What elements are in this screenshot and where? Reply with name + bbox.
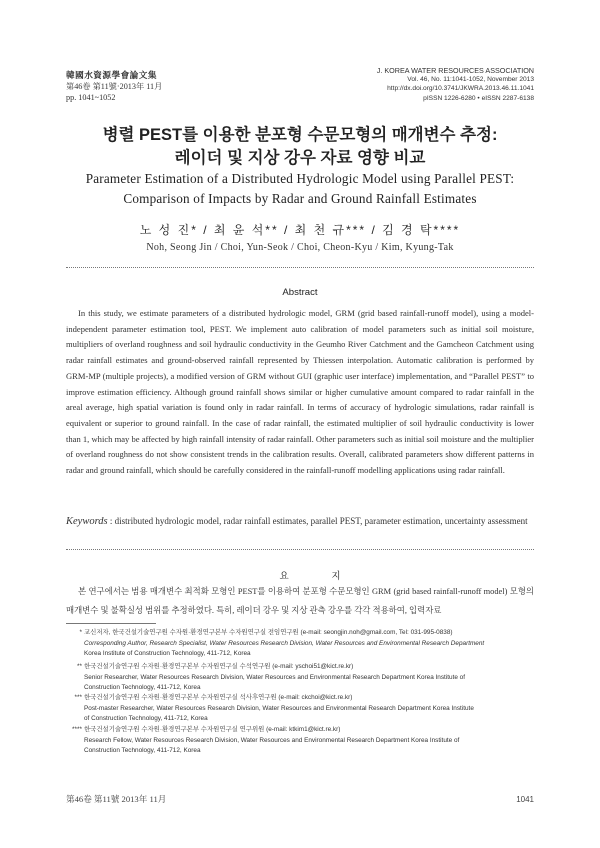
footnote-rule (66, 623, 156, 624)
keywords-label: Keywords (66, 516, 108, 527)
abstract-body: In this study, we estimate parameters of a distributed hydrologic model, GRM (grid based rainfall-runoff model), using a model-independent parameter estimation tool, PEST. We implement auto calibration of model parameters such as initial soil moisture, multipliers of overland roughness and soil hydraulic conductivity in the Geumho River Catchment and the Gamcheon Catchment using radar rainfall estimates and ground-observed rainfall represented by Thiessen interpolation. Automatic calibration is performed by GRM-MP (multiple projects), a modified version of GRM without GUI (graphic user interface) implementation, and “Parallel PEST” to improve estimation efficiency. Although ground rainfall shows similar or higher cumulative amount compared to radar rainfall in the areal average, high spatial variation is found only in radar rainfall. In terms of accuracy of hydrologic simulations, radar rainfall is equivalent or superior to ground rainfall. In the case of radar rainfall, the estimated multiplier of soil hydraulic conductivity is lower than 1, which may be affected by high rainfall intensity of radar rainfall. Other parameters such as initial soil moisture and the multiplier of overland roughness do not show consistent trends in the calibration results. Overall, calibrated parameters show different patterns in radar and ground rainfall, which should be carefully considered in the rainfall-runoff modelling applications using radar rainfall. (66, 308, 534, 476)
title-english (0, 169, 600, 209)
footnote-line: Korea Institute of Construction Technology, 411-712, Korea (84, 650, 251, 658)
journal-header-right (377, 66, 534, 103)
footnote-marker: **** (72, 726, 82, 733)
footnote-1 (66, 628, 536, 660)
footnote-marker: ** (77, 663, 82, 670)
korean-abstract-body: 본 연구에서는 범용 매개변수 최적화 모형인 PEST를 이용하여 분포형 수문모형인 GRM (grid based rainfall-runoff model) 모형의 매개변수 및 불확실성 범위를 추정하였다. 특히, 레이더 강우 및 지상 관측 강우를 각각 적용하여, 입력자료 (66, 587, 534, 615)
footnote-line: Construction Technology, 411-712, Korea (84, 747, 201, 755)
title-english-line1: Parameter Estimation of a Distributed Hydrologic Model using Parallel PEST: (85, 171, 515, 186)
footnote-line: 한국건설기술연구원 수자원·환경연구본부 수자원연구실 석사후연구원 (e-mail: ckchoi@kict.re.kr) (84, 694, 353, 701)
abstract-heading: Abstract (282, 287, 318, 298)
footnote-line: Senior Researcher, Water Resources Research Division, Water Resources and Environmental Research Department Korea Institute of (84, 673, 466, 681)
footnote-marker: * (79, 629, 82, 636)
keywords-text: : distributed hydrologic model, radar rainfall estimates, parallel PEST, parameter estimation, uncertainty assessment (107, 516, 528, 526)
footnote-3 (66, 693, 536, 725)
doi-link[interactable]: http://dx.doi.org/10.3741/JKWRA.2013.46.11.1041 (387, 85, 534, 93)
korean-abstract-heading: 요 지 (279, 571, 361, 582)
footnote-line: Research Fellow, Water Resources Research Division, Water Resources and Environmental Research Department Korea Institute of (84, 736, 460, 744)
footnote-line: 한국건설기술연구원 수자원·환경연구본부 수자원연구실 수석연구원 (e-mail: yschoi51@kict.re.kr) (84, 663, 354, 670)
volume-issue-ko: 第46卷 第11號·2013年 11月 (66, 82, 163, 91)
title-korean-line1: 병렬 PEST를 이용한 분포형 수문모형의 매개변수 추정: (102, 126, 498, 144)
volume-info-en: Vol. 46, No. 11:1041-1052, November 2013 (407, 76, 534, 84)
journal-header-left (66, 70, 162, 103)
title-korean-line2: 레이더 및 지상 강우 자료 영향 비교 (174, 149, 426, 167)
page-number: 1041 (516, 795, 534, 804)
footnote-line: Construction Technology, 411-712, Korea (84, 684, 201, 692)
footnote-2 (66, 662, 536, 694)
keywords (66, 514, 534, 529)
divider-top (66, 267, 534, 268)
footnote-line: Post-master Researcher, Water Resources Research Division, Water Resources and Environmental Research Department Korea Institute (84, 704, 474, 712)
page-range: pp. 1041~1052 (66, 93, 116, 102)
title-korean (0, 124, 600, 170)
journal-name-ko: 韓國水資源學會論文集 (66, 70, 157, 80)
authors-english: Noh, Seong Jin / Choi, Yun-Seok / Choi, Cheon-Kyu / Kim, Kyung-Tak (146, 242, 454, 253)
footnote-line: of Construction Technology, 411-712, Korea (84, 715, 208, 723)
title-english-line2: Comparison of Impacts by Radar and Ground Rainfall Estimates (123, 191, 477, 206)
footnote-marker: *** (74, 694, 82, 701)
issn: pISSN 1226-6280 • eISSN 2287-6138 (423, 94, 534, 102)
journal-name-en: J. KOREA WATER RESOURCES ASSOCIATION (376, 66, 534, 75)
footnote-line: 교신저자, 한국건설기술연구원 수자원·환경연구본부 수자원연구실 전임연구원 (e-mail: seongjin.noh@gmail.com, Tel: 031-995-0838) (84, 629, 453, 636)
footnote-4 (66, 725, 536, 757)
authors-korean: 노 성 진* / 최 윤 석** / 최 천 규*** / 김 경 탁**** (139, 223, 461, 237)
divider-bottom (66, 549, 534, 550)
footnote-line: 한국건설기술연구원 수자원·환경연구본부 수자원연구실 연구위원 (e-mail: ktkim1@kict.re.kr) (84, 726, 341, 733)
footnote-line: Corresponding Author, Research Specialist, Water Resources Research Division, Water Resources and Environmental Research Department (84, 639, 485, 647)
footer-issue: 第46卷 第11號 2013年 11月 (66, 794, 167, 804)
